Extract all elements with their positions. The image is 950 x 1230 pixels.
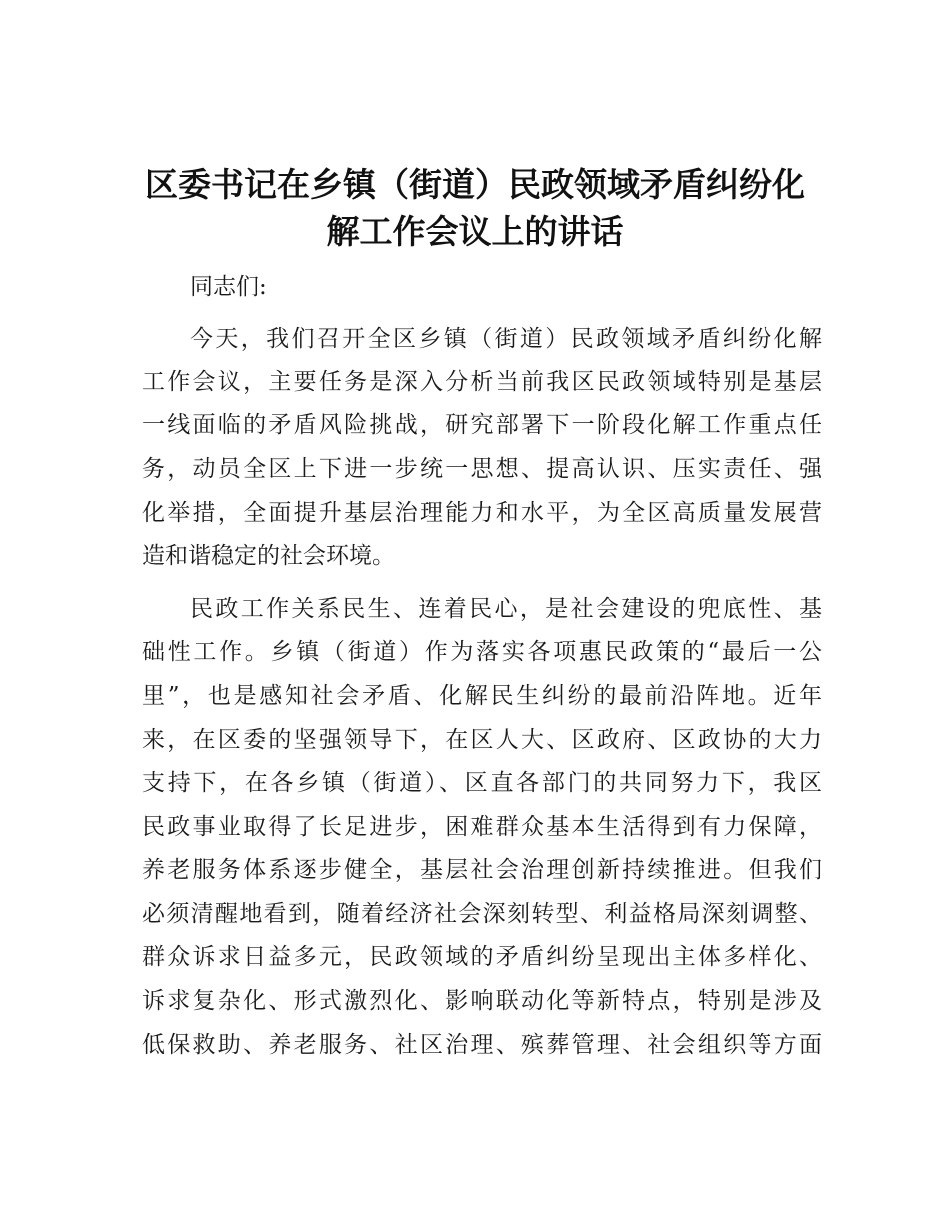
paragraph-2-line: 民政工作关系民生、连着民心，是社会建设的兜底性、基 — [190, 596, 822, 622]
paragraph-2-line: 必须清醒地看到，随着经济社会深刻转型、利益格局深刻调整、 — [142, 901, 822, 927]
document-title-line-2: 解工作会议上的讲话 — [326, 212, 624, 251]
paragraph-2-line: 民政事业取得了长足进步，困难群众基本生活得到有力保障， — [142, 814, 822, 840]
paragraph-2-line: 础性工作。乡镇（街道）作为落实各项惠民政策的“最后一公 — [142, 639, 822, 665]
paragraph-1-line: 工作会议，主要任务是深入分析当前我区民政领域特别是基层 — [142, 369, 822, 395]
paragraph-2-line: 诉求复杂化、形式激烈化、影响联动化等新特点，特别是涉及 — [142, 988, 822, 1014]
document-title-line-1: 区委书记在乡镇（街道）民政领域矛盾纠纷化 — [145, 165, 805, 204]
paragraph-1-line: 今天，我们召开全区乡镇（街道）民政领域矛盾纠纷化解 — [190, 326, 822, 352]
paragraph-2-line: 支持下，在各乡镇（街道）、区直各部门的共同努力下，我区 — [142, 770, 822, 796]
paragraph-1-line: 造和谐稳定的社会环境。 — [142, 543, 395, 569]
paragraph-2-line: 群众诉求日益多元，民政领域的矛盾纠纷呈现出主体多样化、 — [142, 944, 822, 970]
paragraph-1-line: 务，动员全区上下进一步统一思想、提高认识、压实责任、强 — [142, 456, 822, 482]
paragraph-1-line: 化举措，全面提升基层治理能力和水平，为全区高质量发展营 — [142, 500, 822, 526]
paragraph-2-line: 低保救助、养老服务、社区治理、殡葬管理、社会组织等方面 — [142, 1032, 822, 1058]
paragraph-2-line: 来，在区委的坚强领导下，在区人大、区政府、区政协的大力 — [142, 727, 822, 753]
paragraph-1-line: 一线面临的矛盾风险挑战，研究部署下一阶段化解工作重点任 — [142, 412, 822, 438]
paragraph-2-line: 里”，也是感知社会矛盾、化解民生纠纷的最前沿阵地。近年 — [142, 683, 822, 709]
salutation: 同志们: — [190, 274, 267, 300]
paragraph-2-line: 养老服务体系逐步健全，基层社会治理创新持续推进。但我们 — [142, 857, 822, 883]
